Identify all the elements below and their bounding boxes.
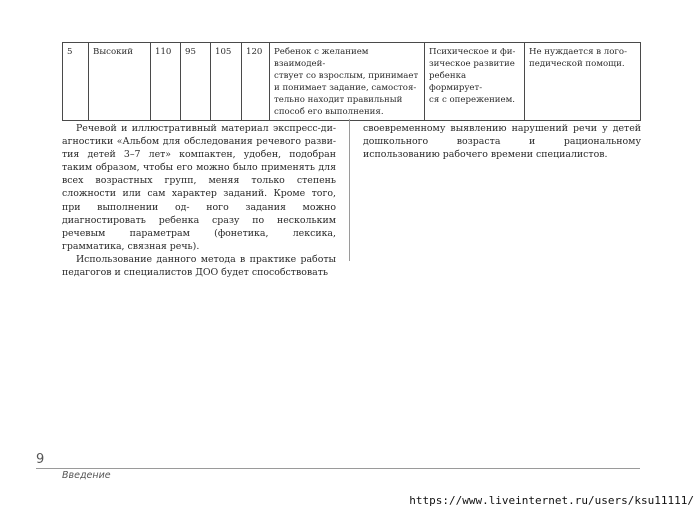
text-line: своевременному выявлению нарушений речи у детей (363, 123, 641, 134)
row-number-cell: 5 (63, 43, 89, 121)
right-text-column-top (363, 122, 641, 161)
description-line: Ребенок с желанием взаимодей- (274, 47, 369, 69)
text-line: возрастных групп, меняя только степень сложности или (62, 175, 336, 200)
help-cell (525, 43, 641, 121)
paragraph-1 (62, 122, 336, 253)
development-line: зическое развитие (429, 59, 515, 69)
results-table (62, 42, 641, 121)
text-line: тия детей 3–7 лет» компактен, удобен, подобран таким (62, 149, 336, 174)
text-line: Использование данного метода в практике работы (76, 253, 336, 265)
text-line: ного задания можно диагностировать ребенка сразу по (62, 201, 336, 226)
paragraph-3 (363, 122, 641, 161)
description-line: ствует со взрослым, принимает (274, 71, 419, 81)
text-line: рабочего времени специалистов. (442, 149, 608, 161)
score-cell-2: 95 (181, 43, 211, 121)
section-title: Введение (62, 470, 111, 481)
text-line: агностики «Альбом для обследования речевого разви- (62, 136, 336, 148)
page-number: 9 (36, 452, 45, 467)
description-line: и понимает задание, самостоя- (274, 83, 417, 93)
level-cell: Высокий (89, 43, 151, 121)
text-line: дошкольного возраста и рациональному использованию (363, 136, 641, 161)
text-line: педагогов и специалистов ДОО будет способствовать (62, 267, 329, 279)
text-line: Речевой и иллюстративный материал экспресс-ди- (76, 123, 336, 134)
paragraph-2 (62, 253, 336, 279)
help-line: педической помощи. (529, 59, 625, 69)
text-line: нескольким речевым параметрам (фонетика, лексика, (62, 214, 336, 239)
text-line: сам характер заданий. Кроме того, при выполнении од- (62, 188, 336, 213)
column-divider (349, 119, 350, 261)
development-line: ребенка формирует- (429, 71, 483, 93)
footer-rule (36, 468, 640, 469)
score-cell-4: 120 (242, 43, 270, 121)
help-line: Не нуждается в лого- (529, 47, 628, 57)
description-line: способ его выполнения. (274, 107, 384, 117)
score-cell-3: 105 (211, 43, 242, 121)
description-cell (270, 43, 425, 121)
development-cell (425, 43, 525, 121)
left-text-column (62, 122, 336, 279)
development-line: Психическое и фи- (429, 47, 516, 57)
text-line: образом, чтобы его можно было применять для всех (62, 162, 337, 187)
score-cell-1: 110 (151, 43, 181, 121)
text-line: грамматика, связная речь). (62, 240, 200, 252)
development-line: ся с опережением. (429, 95, 516, 105)
description-line: тельно находит правильный (274, 95, 403, 105)
table-row (63, 43, 641, 121)
watermark-url: https://www.liveinternet.ru/users/ksu11111/ (409, 494, 694, 507)
